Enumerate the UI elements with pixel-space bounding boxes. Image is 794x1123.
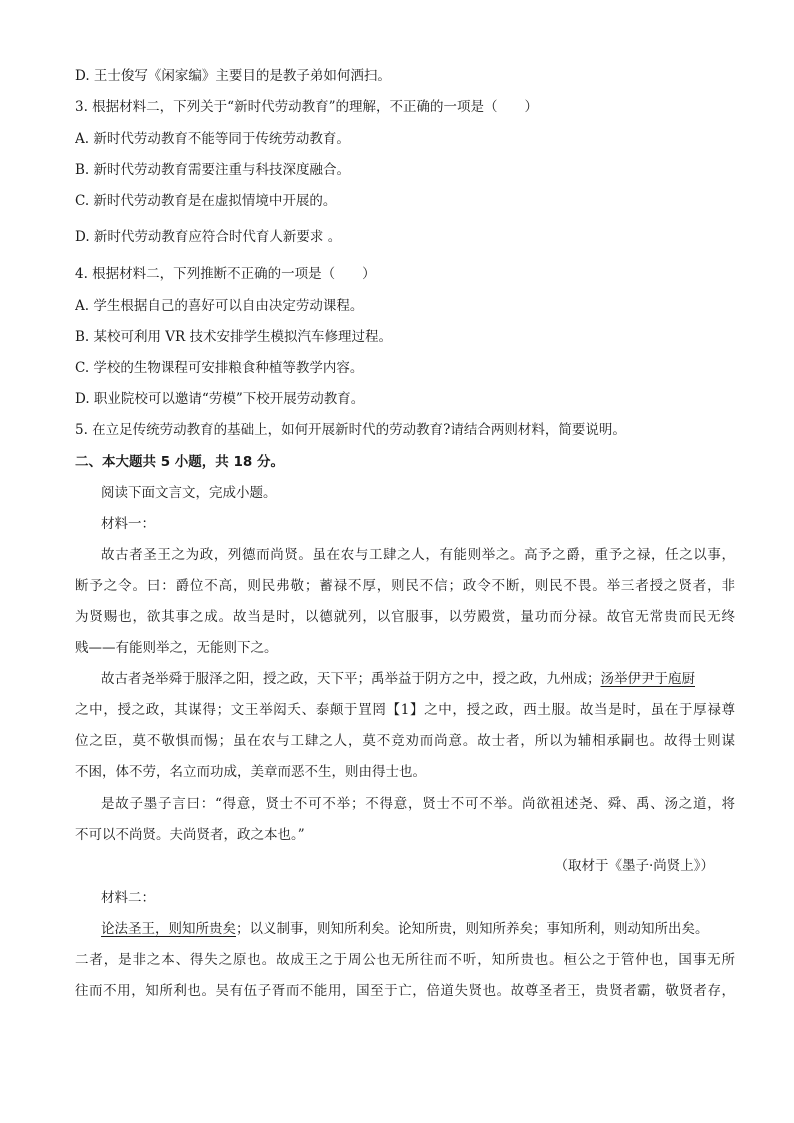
material-1-paragraph-2-line-1 (101, 669, 735, 689)
material-1-paragraph-1-line-4: 贱——有能则举之，无能则下之。 (75, 640, 278, 656)
material-1-paragraph-3-line-1: 是故子墨子言曰：“得意，贤士不可不举；不得意，贤士不可不举。尚欲祖述尧、舜、禹、汤之道，将 (101, 796, 735, 812)
material-1-paragraph-2-line-2: 之中，授之政，其谋得；文王举闳夭、泰颠于罝罔【1】之中，授之政，西土服。故当是时，虽在于厚禄尊 (75, 702, 735, 718)
material-2-paragraph-line-3: 往而不用，知所利也。吴有伍子胥而不能用，国至于亡，倍道失贤也。故尊圣者王，贵贤者霸，敬贤者存， (75, 983, 735, 999)
material-2-label: 材料二： (101, 890, 155, 906)
q4-option-d: D. 职业院校可以邀请“劳模”下校开展劳动教育。 (75, 391, 365, 407)
material-1-paragraph-2-line-4: 不困，体不劳，名立而功成，美章而恶不生，则由得士也。 (75, 764, 426, 780)
q3-option-c: C. 新时代劳动教育是在虚拟情境中开展的。 (75, 193, 337, 209)
underlined-sentence-1: 汤举伊尹于庖厨 (600, 671, 695, 687)
q4-option-b: B. 某校可利用 VR 技术安排学生模拟汽车修理过程。 (75, 329, 392, 345)
material-2-paragraph-line-1 (101, 919, 735, 939)
material-1-paragraph-1-line-1: 故古者圣王之为政，列德而尚贤。虽在农与工肆之人，有能则举之。高予之爵，重予之禄，任之以事， (101, 547, 735, 563)
paragraph-2-text: 故古者尧举舜于服泽之阳，授之政，天下平；禹举益于阴方之中，授之政，九州成； (101, 671, 601, 687)
section-2-heading: 二、本大题共 5 小题，共 18 分。 (75, 454, 284, 470)
underlined-sentence-2: 论法圣王，则知所贵矣 (101, 921, 236, 937)
q3-option-b: B. 新时代劳动教育需要注重与科技深度融合。 (75, 162, 351, 178)
q3-option-d: D. 新时代劳动教育应符合时代育人新要求 。 (75, 229, 342, 245)
q4-option-a: A. 学生根据自己的喜好可以自由决定劳动课程。 (75, 298, 364, 314)
material-1-label: 材料一： (101, 516, 155, 532)
question-3-stem: 3. 根据材料二，下列关于“新时代劳动教育”的理解，不正确的一项是（ ） (75, 99, 538, 115)
reading-instruction: 阅读下面文言文，完成小题。 (101, 485, 277, 501)
q4-option-c: C. 学校的生物课程可安排粮食种植等教学内容。 (75, 360, 364, 376)
q3-option-a: A. 新时代劳动教育不能等同于传统劳动教育。 (75, 131, 350, 147)
material-1-paragraph-1-line-2: 断予之令。曰：爵位不高，则民弗敬；蓄禄不厚，则民不信；政令不断，则民不畏。举三者授之贤者，非 (75, 578, 735, 594)
question-4-stem: 4. 根据材料二，下列推断不正确的一项是（ ） (75, 266, 376, 282)
material-2-text: ；以义制事，则知所利矣。论知所贵，则知所养矣；事知所利，则动知所出矣。 (236, 921, 709, 937)
material-1-paragraph-3-line-2: 不可以不尚贤。夫尚贤者，政之本也。” (75, 827, 305, 843)
question-5-stem: 5. 在立足传统劳动教育的基础上，如何开展新时代的劳动教育?请结合两则材料，简要说明。 (75, 422, 626, 438)
q2-option-d: D. 王士俊写《闲家编》主要目的是教子弟如何洒扫。 (75, 68, 391, 84)
material-2-paragraph-line-2: 二者，是非之本、得失之原也。故成王之于周公也无所往而不听，知所贵也。桓公之于管仲也，国事无所 (75, 952, 735, 968)
material-1-paragraph-1-line-3: 为贤赐也，欲其事之成。故当是时，以德就列，以官服事，以劳殿赏，量功而分禄。故官无常贵而民无终 (75, 609, 735, 625)
material-1-source: （取材于《墨子·尚贤上》） (554, 858, 714, 874)
material-1-paragraph-2-line-3: 位之臣，莫不敬惧而惕；虽在农与工肆之人，莫不竞劝而尚意。故士者，所以为辅相承嗣也。故得士则谋 (75, 733, 735, 749)
